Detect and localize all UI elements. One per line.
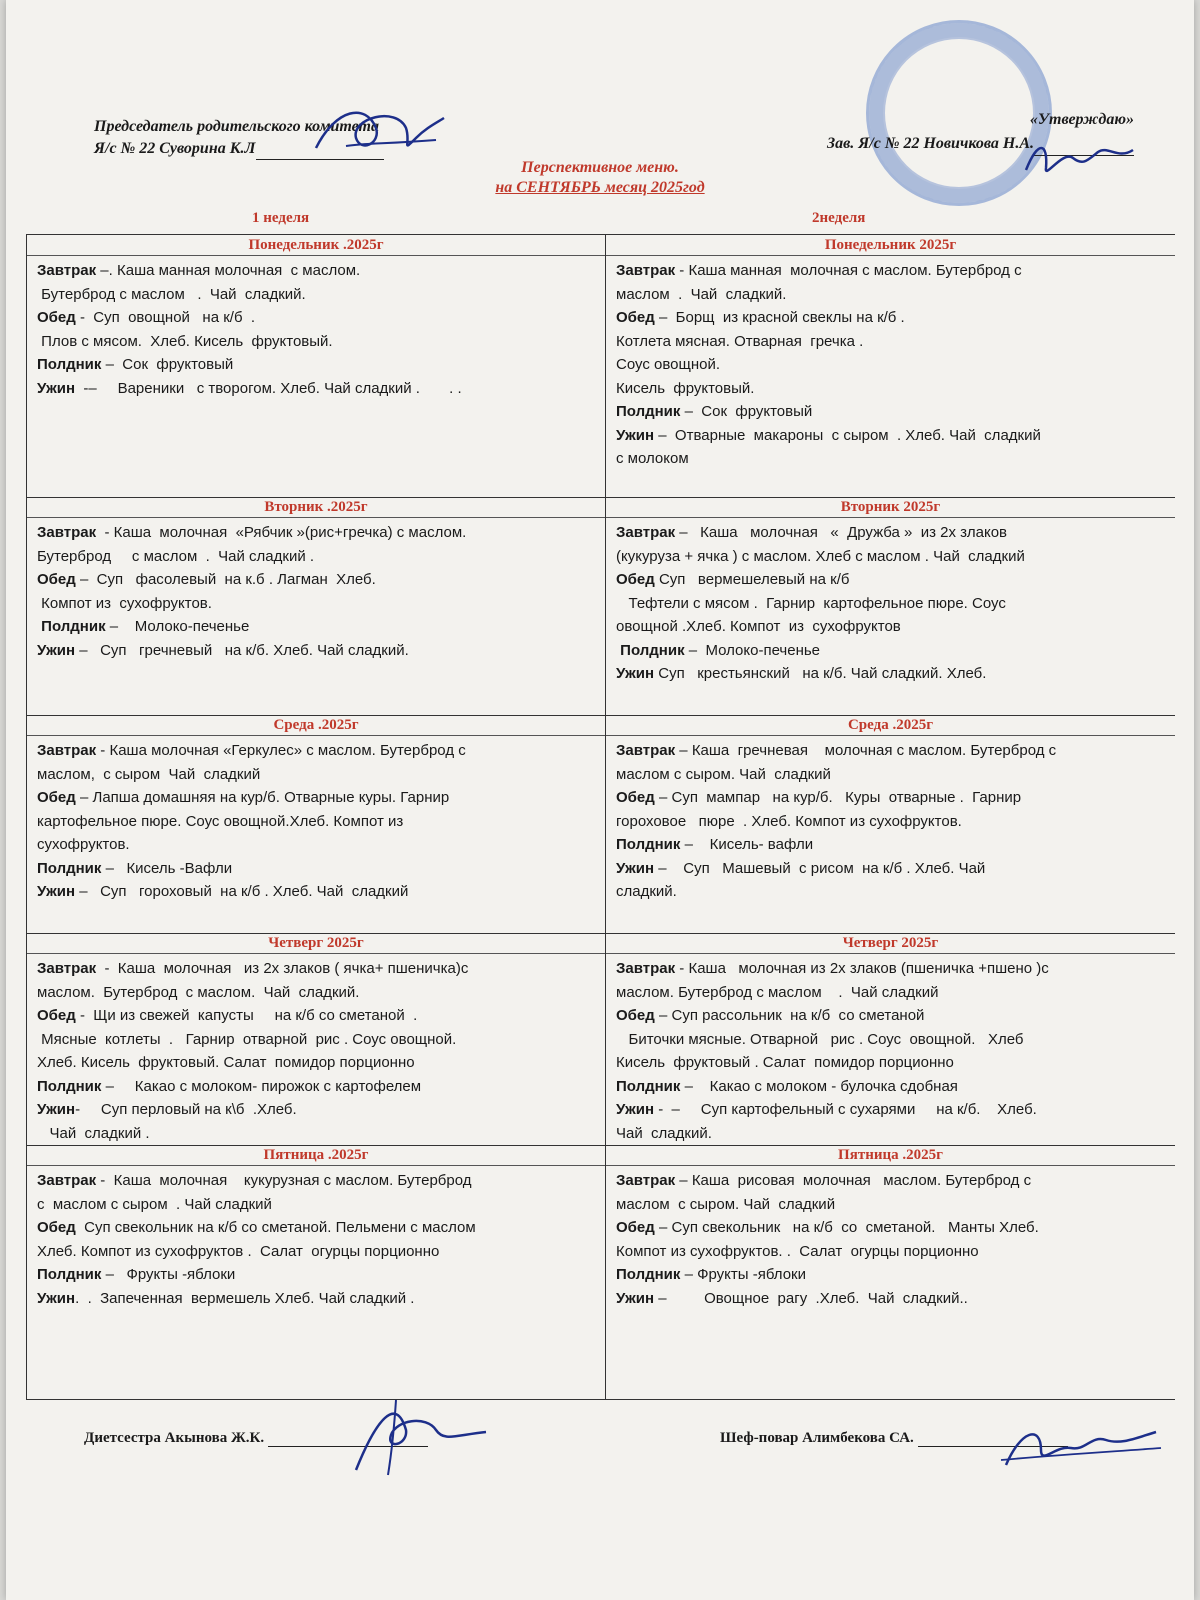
meal-line — [616, 568, 1167, 592]
meal-line — [616, 353, 1167, 377]
meal-line — [616, 981, 1167, 1005]
meal-separator: – — [654, 1289, 705, 1307]
meal-text: маслом. Бутерброд с маслом. Чай сладкий. — [37, 983, 360, 1001]
meal-text: Каша гречневая молочная с маслом. Бутерброд с — [691, 742, 1057, 759]
meal-line — [37, 568, 597, 592]
week-1-label: 1 неделя — [252, 210, 310, 226]
meal-line — [616, 639, 1167, 663]
meal-separator: - — [96, 960, 118, 977]
meal-text: (кукуруза + ячка ) с маслом. Хлеб с маслом . Чай сладкий — [616, 547, 1025, 565]
day-title: Среда .2025г — [27, 715, 605, 736]
meal-separator: - — [75, 309, 94, 326]
meal-text: сухофруктов. — [37, 836, 130, 853]
meal-line — [37, 1028, 597, 1052]
meal-text: Тефтели с мясом . Гарнир картофельное пюре. Соус — [616, 594, 1006, 612]
meal-label: Ужин — [616, 426, 655, 444]
meal-line — [37, 330, 597, 354]
meal-separator: – — [101, 1266, 127, 1283]
meal-text: маслом с сыром. Чай сладкий — [616, 1195, 836, 1213]
meal-line — [616, 662, 1167, 686]
meal-text: Сок фруктовый — [701, 403, 813, 420]
meal-text: Кисель фруктовый. — [616, 379, 755, 397]
meal-label: Обед — [37, 309, 76, 326]
meal-separator: – — [75, 571, 97, 588]
meal-text: Котлета мясная. Отварная гречка . — [616, 332, 864, 350]
meal-label: Ужин — [616, 859, 655, 877]
dietitian-name: Диетсестра Акынова Ж.К. — [84, 1430, 265, 1446]
meal-line — [37, 1075, 597, 1099]
meal-line — [37, 957, 597, 981]
meal-line — [616, 1075, 1167, 1099]
meal-separator: – — [680, 1077, 710, 1095]
meal-line — [37, 545, 597, 569]
meal-text: Молоко-печенье — [705, 641, 821, 659]
meal-text: Каша манная молочная с маслом. — [116, 262, 361, 279]
meal-text: сладкий. — [616, 883, 677, 900]
meal-line — [616, 447, 1167, 471]
meal-line — [37, 1098, 597, 1122]
week-2-column — [606, 235, 1175, 1399]
meal-line — [37, 1051, 597, 1075]
meal-line — [616, 786, 1167, 810]
meal-text: Суп рассольник на к/б со сметаной — [671, 1007, 925, 1024]
meal-label: Завтрак — [37, 960, 97, 977]
meal-text: Каша молочная кукурузная с маслом. Бутерброд — [113, 1172, 472, 1189]
week2-day-4 — [606, 933, 1175, 1146]
meal-separator: – — [101, 859, 127, 877]
meal-line — [37, 763, 597, 787]
meal-text: овощной .Хлеб. Компот из сухофруктов — [616, 618, 901, 635]
meal-line — [616, 521, 1167, 545]
day-title: Среда .2025г — [606, 715, 1175, 736]
meal-line — [37, 259, 597, 283]
meal-line — [616, 306, 1167, 330]
meal-line — [37, 1216, 597, 1240]
meal-text: Компот из сухофруктов. . Салат огурцы порционно — [616, 1242, 979, 1260]
meal-line — [37, 1169, 597, 1193]
meal-line — [37, 857, 597, 881]
week2-day-2 — [606, 497, 1175, 716]
meal-line — [37, 1263, 597, 1287]
meal-text: Фрукты -яблоки — [126, 1266, 236, 1283]
meal-separator: - — [96, 742, 110, 759]
meal-text: Суп картофельный с сухарями на к/б. Хлеб. — [700, 1101, 1037, 1118]
meal-list — [27, 256, 605, 400]
menu-table — [26, 234, 1175, 1400]
meal-label: Завтрак — [616, 1172, 676, 1189]
meal-text: Биточки мясные. Отварной рис . Соус овощной. Хлеб — [616, 1030, 1024, 1048]
meal-text: Бутерброд с маслом . Чай сладкий. — [37, 285, 306, 303]
meal-text: Каша рисовая молочная маслом. Бутерброд с — [691, 1172, 1032, 1189]
meal-text: Фрукты -яблоки — [697, 1266, 806, 1283]
meal-separator: – — [675, 524, 701, 541]
meal-separator: . . — [75, 1289, 101, 1307]
meal-list — [27, 736, 605, 904]
meal-label: Полдник — [37, 618, 106, 635]
meal-separator: - — [675, 262, 689, 279]
menu-title-line1: Перспективное меню. — [521, 159, 679, 176]
meal-separator: – — [101, 356, 123, 373]
meal-text: Суп вермешелевый на к/б — [658, 571, 850, 588]
meal-label: Ужин — [37, 379, 76, 397]
meal-line — [616, 810, 1167, 834]
meal-text: Борщ из красной свеклы на к/б . — [675, 309, 905, 326]
meal-line — [616, 1098, 1167, 1122]
meal-list — [27, 518, 605, 662]
meal-line — [616, 857, 1167, 881]
meal-line — [616, 377, 1167, 401]
meal-line — [616, 545, 1167, 569]
meal-separator: - — [75, 1101, 101, 1118]
meal-line — [37, 810, 597, 834]
meal-line — [37, 1004, 597, 1028]
meal-separator: – — [684, 641, 706, 659]
meal-label: Обед — [37, 571, 76, 588]
meal-line — [616, 330, 1167, 354]
meal-label: Ужин — [37, 641, 76, 659]
meal-separator: – — [680, 403, 702, 420]
week1-day-2 — [27, 497, 605, 716]
meal-label: Завтрак — [616, 742, 676, 759]
meal-line — [616, 1240, 1167, 1264]
meal-separator: – — [75, 789, 93, 806]
meal-text: Суп свекольник на к/б со сметаной. Пельмени с маслом — [84, 1219, 476, 1236]
committee-title: Председатель родительского комитета — [94, 118, 379, 135]
meal-separator: - — [75, 1007, 94, 1024]
meal-label: Полдник — [616, 1266, 681, 1283]
meal-separator: – — [101, 1077, 135, 1095]
day-title: Понедельник 2025г — [606, 235, 1175, 256]
meal-label: Полдник — [616, 1077, 681, 1095]
meal-line — [37, 353, 597, 377]
meal-separator: – — [654, 1219, 672, 1236]
meal-text: Кисель фруктовый . Салат помидор порционно — [616, 1054, 954, 1071]
chef-signature — [996, 1410, 1166, 1480]
meal-text: Суп мампар на кур/б. Куры отварные . Гарнир — [671, 789, 1022, 806]
meal-line — [37, 1240, 597, 1264]
meal-label: Обед — [616, 1219, 655, 1236]
day-title: Пятница .2025г — [27, 1145, 605, 1166]
meal-label: Полдник — [37, 859, 102, 877]
meal-line — [616, 615, 1167, 639]
meal-line — [37, 981, 597, 1005]
meal-line — [616, 283, 1167, 307]
meal-separator: – — [675, 742, 692, 759]
meal-label: Полдник — [37, 356, 102, 373]
meal-text: Суп гороховый на к/б . Хлеб. Чай сладкий — [100, 883, 409, 900]
meal-separator: – — [75, 641, 101, 659]
meal-separator: - – — [654, 1101, 701, 1118]
day-title: Вторник .2025г — [27, 497, 605, 518]
meal-line — [37, 639, 597, 663]
meal-text: Компот из сухофруктов. — [37, 594, 212, 612]
meal-list — [606, 256, 1175, 471]
meal-text: Щи из свежей капусты на к/б со сметаной . — [93, 1007, 418, 1024]
meal-line — [616, 880, 1167, 904]
week1-day-1 — [27, 235, 605, 498]
meal-line — [37, 833, 597, 857]
meal-text: Отварные макароны с сыром . Хлеб. Чай сладкий — [674, 426, 1041, 444]
meal-text: Суп овощной на к/б . — [93, 309, 256, 326]
meal-line — [616, 1287, 1167, 1311]
meal-line — [616, 592, 1167, 616]
meal-line — [37, 306, 597, 330]
meal-text: Кисель -Вафли — [126, 859, 233, 877]
meal-text: Соус овощной. — [616, 356, 721, 373]
meal-label: Ужин — [616, 665, 655, 682]
meal-line — [616, 1028, 1167, 1052]
meal-separator: – — [654, 309, 676, 326]
meal-text: Вареники с творогом. Хлеб. Чай сладкий . . . — [117, 379, 462, 397]
meal-separator: – — [675, 1172, 692, 1189]
day-title: Четверг 2025г — [27, 933, 605, 954]
meal-label: Завтрак — [37, 524, 97, 541]
meal-text: Запеченная вермешель Хлеб. Чай сладкий . — [100, 1289, 415, 1307]
meal-label: Завтрак — [37, 1172, 97, 1189]
meal-line — [616, 763, 1167, 787]
meal-line — [616, 1051, 1167, 1075]
meal-text: Чай сладкий . — [37, 1124, 150, 1142]
meal-separator: - — [96, 1172, 114, 1189]
meal-line — [37, 880, 597, 904]
meal-line — [37, 615, 597, 639]
meal-text: Суп крестьянский на к/б. Чай сладкий. Хлеб. — [658, 665, 987, 682]
meal-label: Завтрак — [37, 262, 97, 279]
dietitian-signature — [336, 1390, 496, 1480]
meal-label: Завтрак — [37, 742, 97, 759]
committee-member: Я/с № 22 Суворина К.Л — [94, 140, 256, 157]
meal-line — [37, 1122, 597, 1146]
meal-text: Хлеб. Кисель фруктовый. Салат помидор порционно — [37, 1054, 415, 1071]
meal-text: Каша манная молочная с маслом. Бутерброд с — [688, 262, 1022, 279]
meal-line — [37, 377, 597, 401]
meal-list — [27, 1166, 605, 1310]
week-2-label: 2неделя — [812, 210, 866, 226]
meal-text: Каша молочная «Геркулес» с маслом. Бутерброд с — [109, 742, 466, 759]
meal-separator: - — [675, 960, 689, 977]
meal-text: Хлеб. Компот из сухофруктов . Салат огурцы порционно — [37, 1242, 440, 1260]
meal-separator: – — [654, 1007, 672, 1024]
meal-list — [606, 736, 1175, 904]
week-1-column — [27, 235, 606, 1399]
meal-separator: - — [96, 524, 114, 541]
day-title: Четверг 2025г — [606, 933, 1175, 954]
meal-line — [616, 424, 1167, 448]
menu-title-line2: на СЕНТЯБРЬ месяц 2025год — [495, 179, 705, 196]
meal-line — [616, 1216, 1167, 1240]
meal-line — [37, 786, 597, 810]
meal-text: Сок фруктовый — [122, 356, 234, 373]
meal-label: Обед — [616, 1007, 655, 1024]
week2-day-3 — [606, 715, 1175, 934]
meal-list — [27, 954, 605, 1145]
meal-text: маслом . Чай сладкий. — [616, 285, 787, 303]
meal-text: Суп гречневый на к/б. Хлеб. Чай сладкий. — [100, 641, 409, 659]
meal-text: Молоко-печенье — [134, 618, 250, 635]
meal-text: с маслом с сыром . Чай сладкий — [37, 1195, 272, 1213]
meal-label: Завтрак — [616, 524, 676, 541]
meal-label: Ужин — [616, 1289, 655, 1307]
meal-separator: – — [654, 789, 672, 806]
meal-separator: – — [680, 1266, 698, 1283]
meal-text: Каша молочная « Дружба » из 2х злаков — [700, 524, 1008, 541]
meal-line — [616, 400, 1167, 424]
chef-name: Шеф-повар Алимбекова СА. — [720, 1430, 914, 1446]
meal-text: Каша молочная «Рябчик »(рис+гречка) с маслом. — [113, 524, 467, 541]
meal-line — [37, 739, 597, 763]
week1-day-3 — [27, 715, 605, 934]
meal-label: Полдник — [37, 1266, 102, 1283]
meal-label: Обед — [37, 1219, 76, 1236]
meal-line — [37, 283, 597, 307]
meal-separator: – — [680, 836, 710, 853]
meal-line — [616, 1193, 1167, 1217]
meal-label: Ужин — [37, 883, 76, 900]
meal-label: Полдник — [616, 836, 681, 853]
meal-line — [616, 957, 1167, 981]
meal-line — [616, 259, 1167, 283]
meal-line — [616, 1169, 1167, 1193]
meal-separator: – — [654, 859, 684, 877]
meal-label: Полдник — [616, 403, 681, 420]
meal-separator — [76, 1219, 84, 1236]
meal-text: Каша молочная из 2х злаков (пшеничка +пшено )с — [688, 960, 1049, 977]
week1-day-4 — [27, 933, 605, 1146]
meal-text: Суп Машевый с рисом на к/б . Хлеб. Чай — [683, 859, 986, 877]
meal-text: маслом с сыром. Чай сладкий — [616, 765, 831, 783]
meal-list — [606, 954, 1175, 1145]
meal-text: Кисель- вафли — [709, 836, 814, 853]
meal-text: Овощное рагу .Хлеб. Чай сладкий.. — [704, 1289, 968, 1307]
meal-line — [616, 1263, 1167, 1287]
meal-line — [37, 592, 597, 616]
meal-line — [616, 739, 1167, 763]
meal-label: Полдник — [616, 641, 685, 659]
meal-text: с молоком — [616, 450, 689, 467]
meal-label: Обед — [616, 571, 655, 588]
meal-separator: – — [654, 426, 675, 444]
meal-line — [37, 521, 597, 545]
meal-text: Суп свекольник на к/б со сметаной. Манты Хлеб. — [671, 1219, 1039, 1236]
meal-text: Плов с мясом. Хлеб. Кисель фруктовый. — [37, 332, 333, 350]
meal-text: Суп фасолевый на к.б . Лагман Хлеб. — [96, 571, 376, 588]
week2-day-1 — [606, 235, 1175, 498]
meal-line — [37, 1193, 597, 1217]
meal-text: Бутерброд с маслом . Чай сладкий . — [37, 547, 315, 565]
meal-label: Обед — [616, 789, 655, 806]
meal-label: Обед — [37, 1007, 76, 1024]
meal-text: Каша молочная из 2х злаков ( ячка+ пшеничка)с — [117, 960, 469, 977]
day-title: Пятница .2025г — [606, 1145, 1175, 1166]
menu-title — [6, 158, 1194, 198]
meal-list — [606, 518, 1175, 686]
meal-separator: –. — [96, 262, 117, 279]
meal-line — [616, 833, 1167, 857]
meal-label: Обед — [616, 309, 655, 326]
meal-text: маслом, с сыром Чай сладкий — [37, 765, 261, 783]
meal-text: картофельное пюре. Соус овощной.Хлеб. Компот из — [37, 812, 404, 830]
meal-label: Обед — [37, 789, 76, 806]
meal-label: Завтрак — [616, 960, 676, 977]
meal-separator: – — [75, 883, 101, 900]
meal-text: Мясные котлеты . Гарнир отварной рис . Соус овощной. — [37, 1030, 457, 1048]
meal-label: Завтрак — [616, 262, 676, 279]
meal-label: Ужин — [616, 1101, 655, 1118]
meal-list — [606, 1166, 1175, 1310]
menu-document — [6, 0, 1194, 1600]
meal-label: Ужин — [37, 1289, 76, 1307]
meal-text: Какао с молоком - булочка сдобная — [709, 1077, 958, 1095]
director-name: Зав. Я/с № 22 Новичкова Н.А. — [826, 135, 1034, 152]
meal-label: Полдник — [37, 1077, 102, 1095]
meal-line — [616, 1004, 1167, 1028]
meal-text: Чай сладкий. — [616, 1124, 712, 1142]
day-title: Вторник 2025г — [606, 497, 1175, 518]
meal-line — [616, 1122, 1167, 1146]
week1-day-5 — [27, 1145, 605, 1399]
meal-text: Лапша домашняя на кур/б. Отварные куры. Гарнир — [92, 789, 450, 806]
approval-label: «Утверждаю» — [1029, 111, 1134, 128]
week2-day-5 — [606, 1145, 1175, 1399]
meal-label: Ужин — [37, 1101, 76, 1118]
meal-line — [37, 1287, 597, 1311]
meal-text: маслом. Бутерброд с маслом . Чай сладкий — [616, 983, 939, 1001]
meal-separator: – — [105, 618, 135, 635]
meal-separator: -– — [75, 379, 118, 397]
meal-text: Какао с молоком- пирожок с картофелем — [134, 1077, 422, 1095]
day-title: Понедельник .2025г — [27, 235, 605, 256]
meal-text: Суп перловый на к\б .Хлеб. — [100, 1101, 297, 1118]
meal-text: гороховое пюре . Хлеб. Компот из сухофруктов. — [616, 812, 962, 830]
